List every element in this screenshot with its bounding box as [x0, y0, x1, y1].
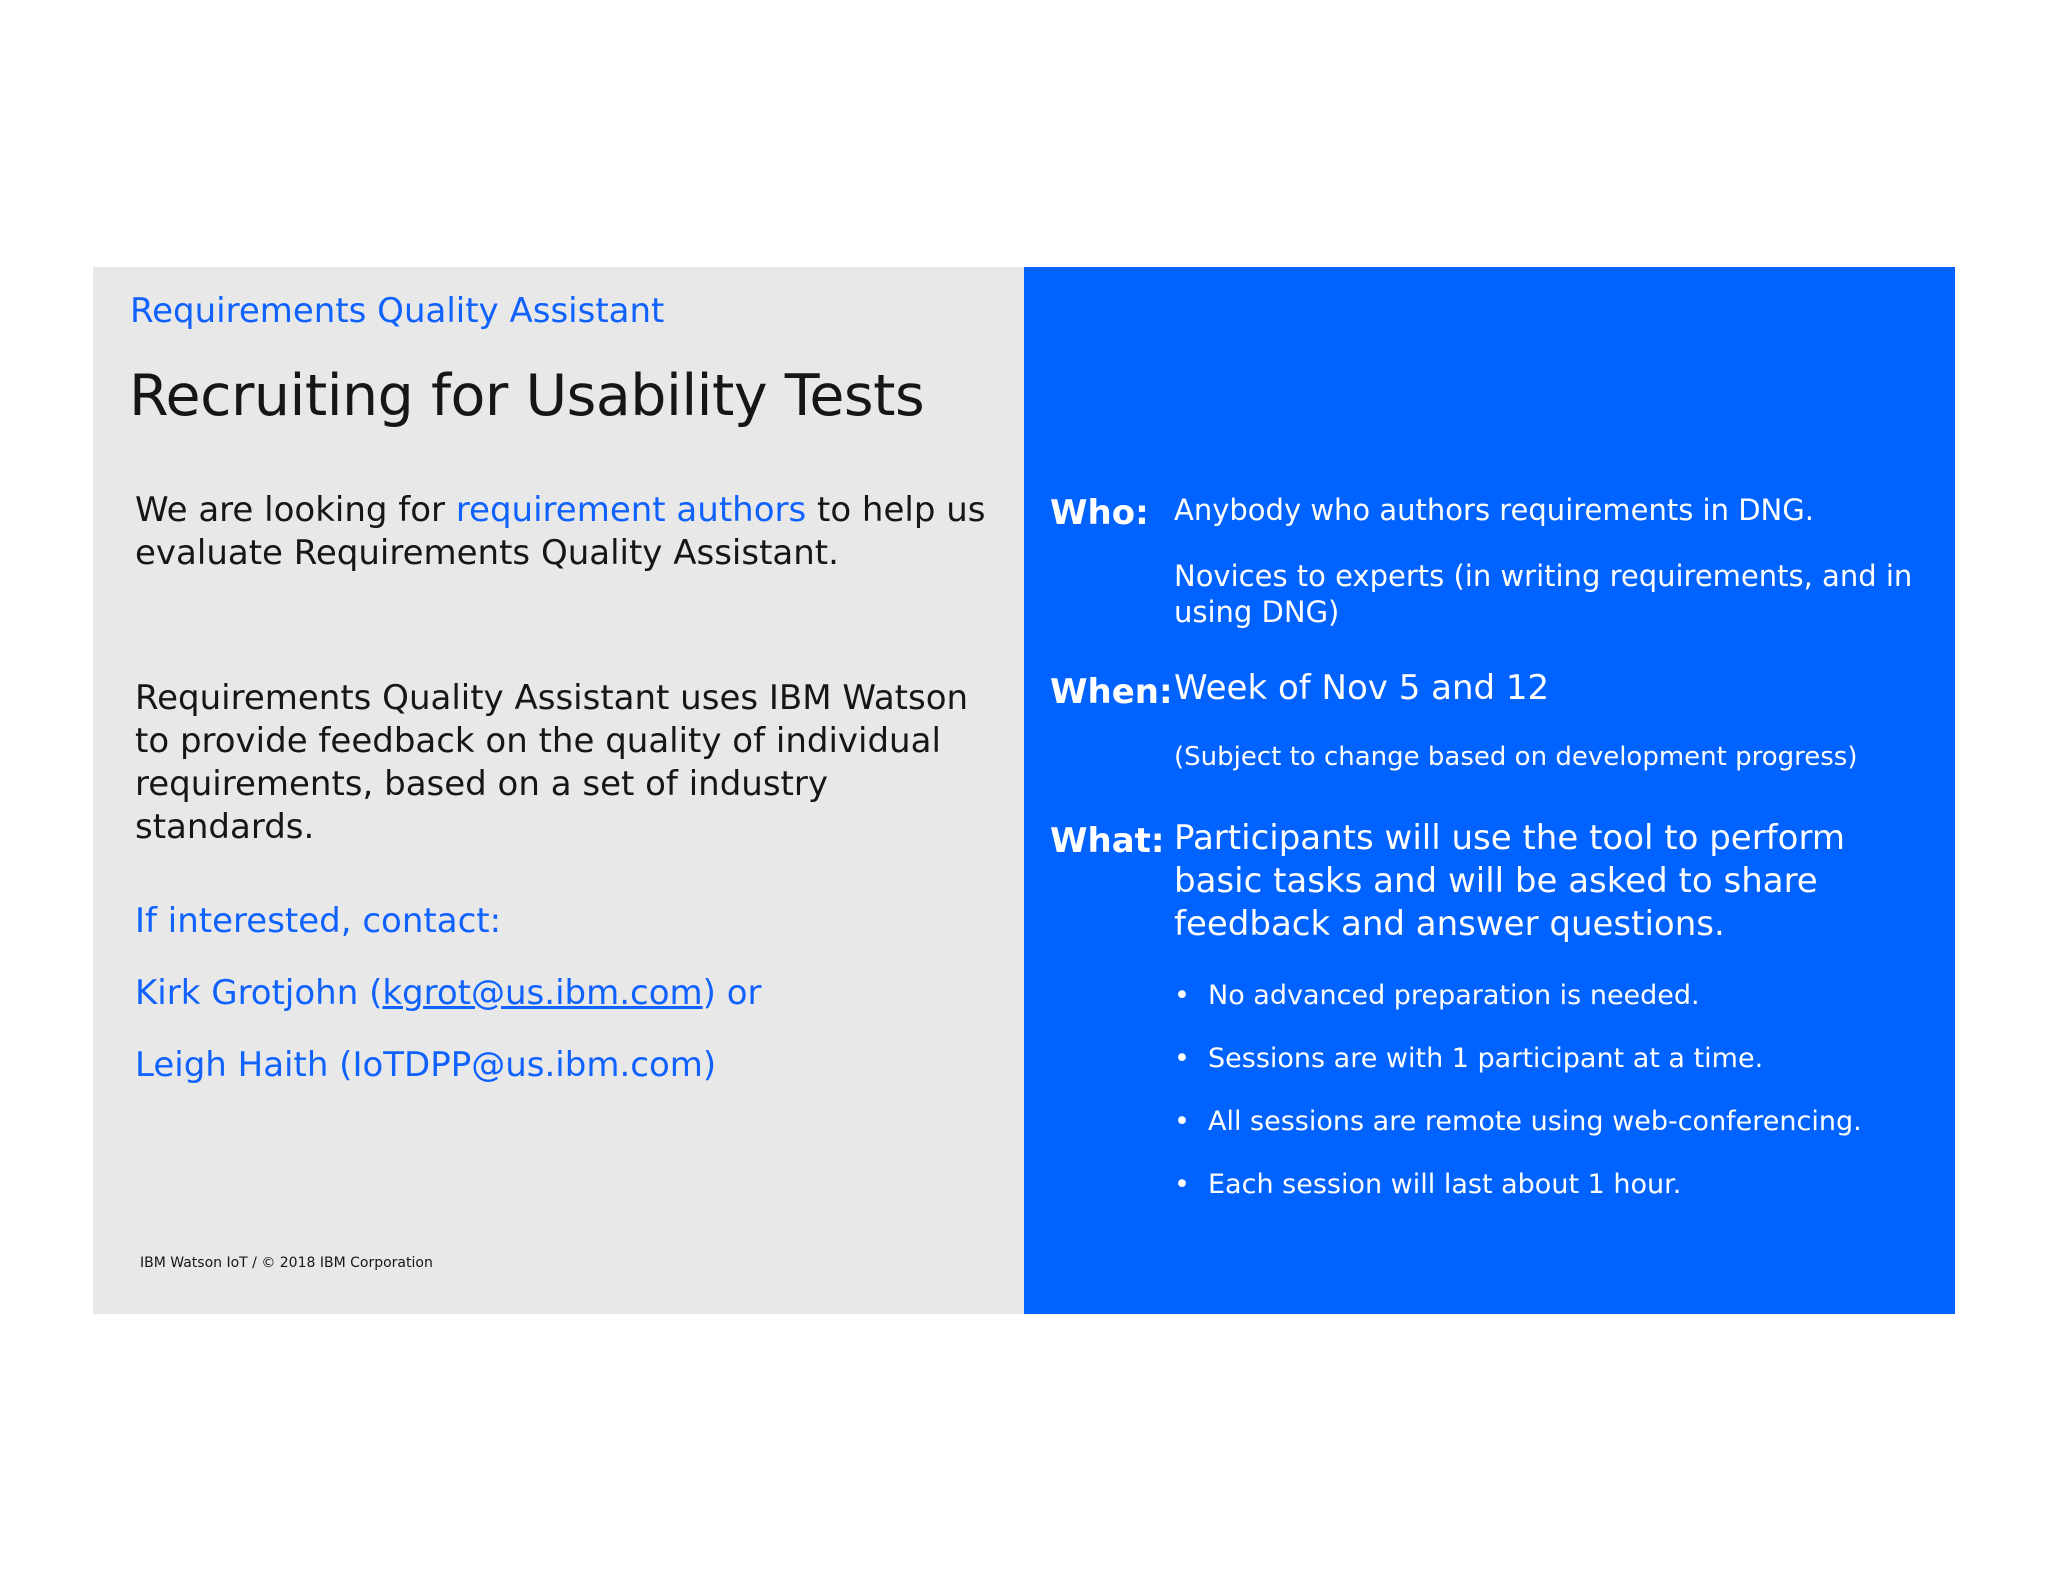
slide-title: Recruiting for Usability Tests [129, 363, 925, 429]
who-line-1: Anybody who authors requirements in DNG. [1174, 493, 1814, 527]
bullet-dot-icon: • [1174, 1106, 1190, 1137]
description-paragraph: Requirements Quality Assistant uses IBM Watson to provide feedback on the quality of individual requirements, based on a set of industry standards. [135, 678, 969, 847]
contact-heading: If interested, contact: [135, 901, 502, 941]
who-label: Who: [1050, 493, 1149, 533]
intro-highlight: requirement authors [455, 490, 807, 530]
intro-text-end: to help us evaluate Requirements Quality Assistant. [135, 490, 986, 573]
bullet-dot-icon: • [1174, 1169, 1190, 1200]
bullet-text: No advanced preparation is needed. [1208, 980, 1700, 1011]
bullet-dot-icon: • [1174, 980, 1190, 1011]
slide [93, 267, 1955, 1314]
what-label: What: [1050, 821, 1165, 861]
contact-person-1 [135, 973, 762, 1013]
when-label: When: [1050, 672, 1173, 712]
left-panel [93, 267, 1024, 1314]
bullet-text: Sessions are with 1 participant at a time. [1208, 1043, 1764, 1074]
contact-1-email-link[interactable]: kgrot@us.ibm.com [382, 973, 703, 1013]
right-panel [1024, 267, 1955, 1314]
what-text: Participants will use the tool to perform basic tasks and will be asked to share feedback and answer questions. [1174, 818, 1845, 944]
when-note: (Subject to change based on development progress) [1174, 742, 1858, 772]
what-bullet-2 [1174, 1043, 1763, 1074]
contact-1-name: Kirk Grotjohn ( [135, 973, 383, 1013]
when-line-1: Week of Nov 5 and 12 [1174, 668, 1550, 708]
what-bullet-3 [1174, 1106, 1862, 1137]
what-bullet-4 [1174, 1169, 1681, 1200]
intro-paragraph [135, 489, 995, 575]
bullet-text: Each session will last about 1 hour. [1208, 1169, 1682, 1200]
intro-text-start: We are looking for [135, 490, 456, 530]
contact-1-suffix: ) or [702, 973, 762, 1013]
what-bullet-1 [1174, 980, 1700, 1011]
contact-person-2: Leigh Haith (IoTDPP@us.ibm.com) [135, 1045, 717, 1085]
bullet-text: All sessions are remote using web-conferencing. [1208, 1106, 1862, 1137]
bullet-dot-icon: • [1174, 1043, 1190, 1074]
who-line-2: Novices to experts (in writing requirements, and in using DNG) [1174, 559, 1913, 629]
slide-subtitle: Requirements Quality Assistant [130, 291, 665, 331]
footer-copyright: IBM Watson IoT / © 2018 IBM Corporation [140, 1255, 433, 1271]
